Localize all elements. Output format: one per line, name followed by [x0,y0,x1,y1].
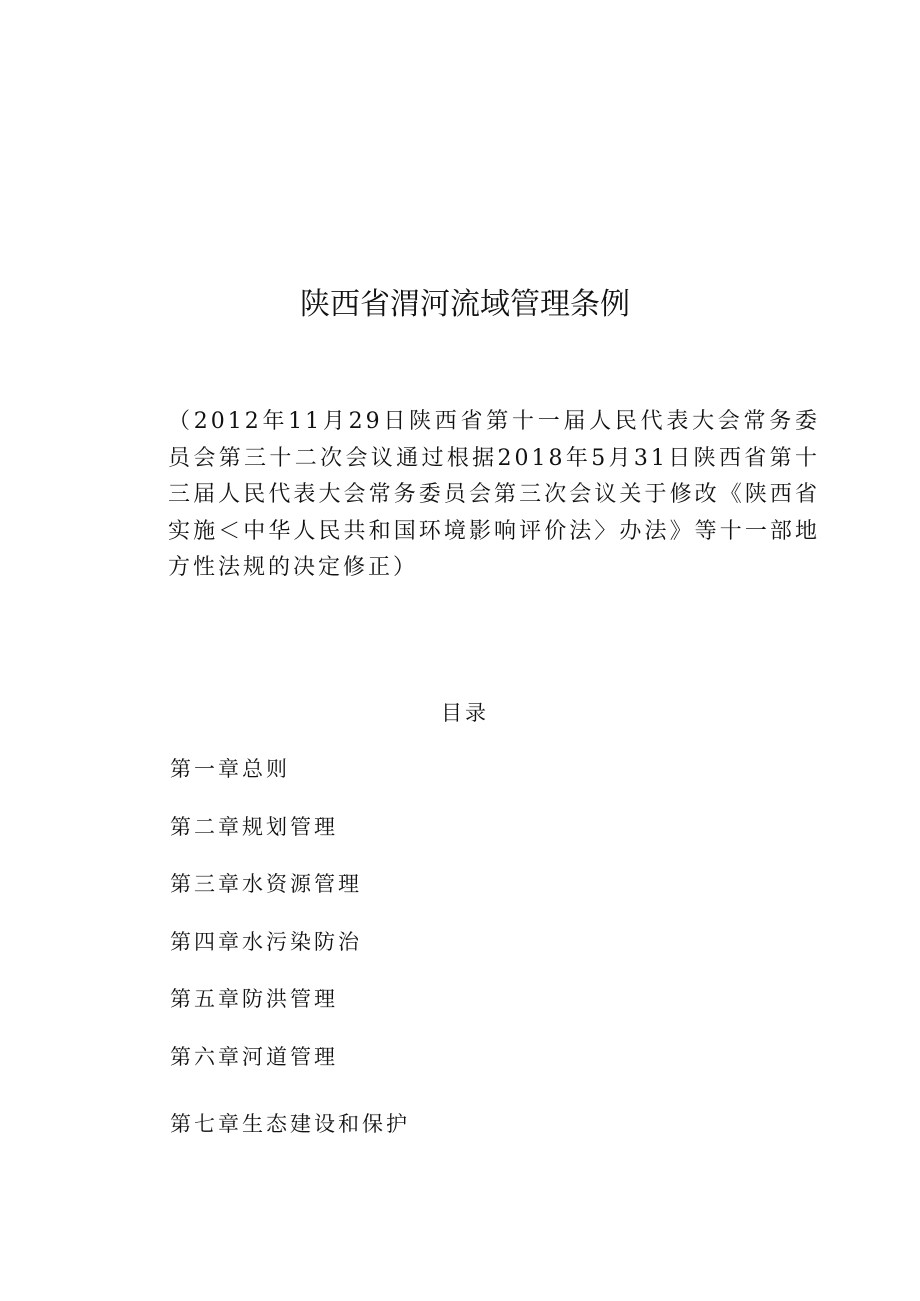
toc-item-chapter-4: 第四章水污染防治 [170,929,362,954]
toc-item-chapter-1: 第一章总则 [170,757,290,781]
toc-heading: 目录 [441,701,489,725]
toc-item-chapter-6: 第六章河道管理 [170,1044,338,1069]
toc-item-chapter-7: 第七章生态建设和保护 [170,1112,410,1136]
document-title: 陕西省渭河流域管理条例 [300,287,630,322]
legislative-history-note: （2012年11月29日陕西省第十一届人民代表大会常务委员会第三十二次会议通过根据2018年5月31日陕西省第十三届人民代表大会常务委员会第三次会议关于修改《陕西省实施＜中华人民共和国环境影响评价法〉办法》等十一部地方性法规的决定修正） [168,409,820,580]
toc-item-chapter-5: 第五章防洪管理 [170,987,338,1011]
toc-item-chapter-2: 第二章规划管理 [170,814,338,839]
table-of-contents [170,752,410,1165]
toc-item-chapter-3: 第三章水资源管理 [170,872,362,896]
